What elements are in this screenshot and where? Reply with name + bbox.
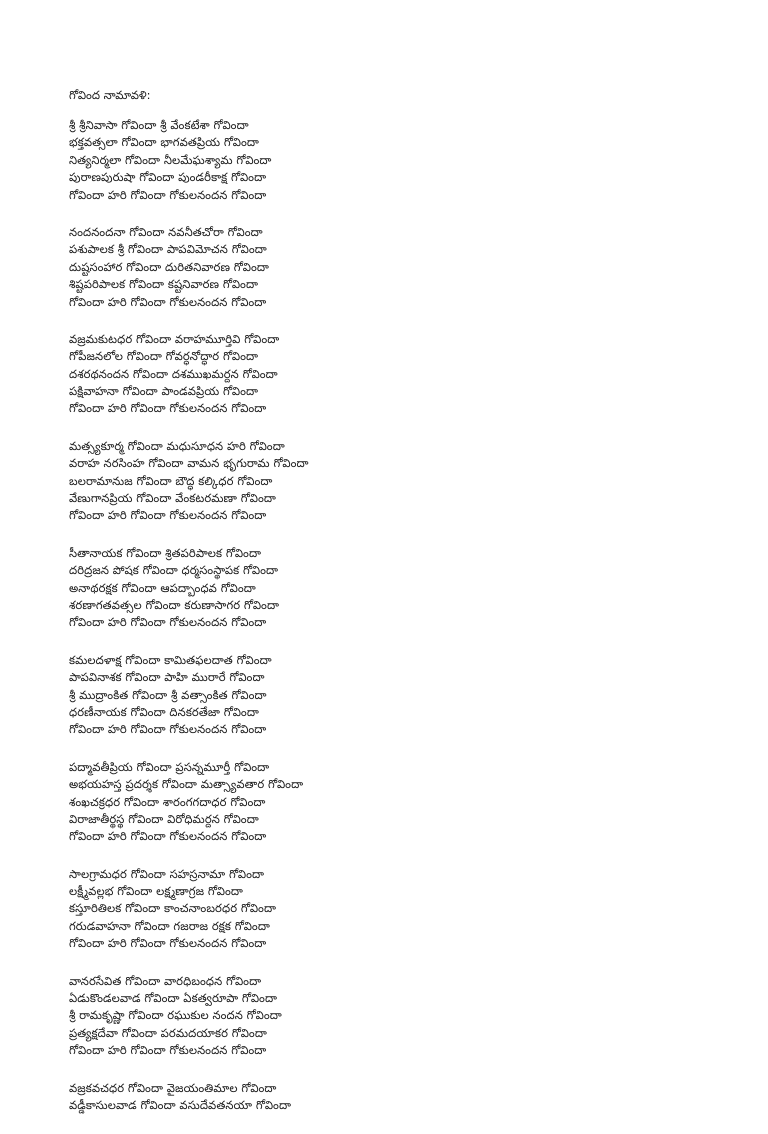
verse-line: అభయహస్త ప్రదర్శక గోవిందా మత్స్యావతార గోవిందా [69,777,304,792]
verse-line: దుష్టసంహార గోవిందా దురితనివారణ గోవిందా [69,259,269,274]
verse-line: వరాహ నరసింహ గోవిందా వామన భృగురామ గోవిందా [69,456,309,471]
verse-line: కస్తూరితిలక గోవిందా కాంచనాంబరధర గోవిందా [69,901,277,916]
verse-line: శరణాగతవత్సల గోవిందా కరుణాసాగర గోవిందా [69,597,280,612]
verse-line: నందనందనా గోవిందా నవనీతచోరా గోవిందా [69,224,263,239]
document-page [69,86,729,1134]
verse-line: గోవిందా హరి గోవిందా గోకులనందన గోవిందా [69,829,267,844]
verse-line: గోవిందా హరి గోవిందా గోకులనందన గోవిందా [69,722,267,737]
stanza [69,973,729,1060]
verse-line: శంఖచక్రధర గోవిందా శారంగగదాధర గోవిందా [69,794,266,809]
stanza [69,545,729,632]
verse-line: విరాజాతీర్థస్థ గోవిందా విరోధిమర్దన గోవిందా [69,811,259,826]
verse-line: వడ్డీకాసులవాడ గోవిందా వసుదేవతనయా గోవిందా [69,1097,292,1112]
verse-line: శ్రీ రామకృష్ణా గోవిందా రఘుకుల నందన గోవిందా [69,1008,282,1023]
verse-line: ఏడుకొండలవాడ గోవిందా ఏకత్వరూపా గోవిందా [69,991,278,1006]
verse-line: గోవిందా హరి గోవిందా గోకులనందన గోవిందా [69,187,267,202]
verse-line: సీతానాయక గోవిందా శ్రితపరిపాలక గోవిందా [69,545,262,560]
stanza [69,866,729,953]
verse-line: పాపవినాశక గోవిందా పాహి మురారే గోవిందా [69,670,265,685]
verse-line: దశరథనందన గోవిందా దశముఖమర్దన గోవిందా [69,366,278,381]
verse-line: నిత్యనిర్మలా గోవిందా నీలమేఘశ్యామ గోవిందా [69,152,272,167]
verse-line: వానరసేవిత గోవిందా వారధిబంధన గోవిందా [69,973,262,988]
verse-line: పద్మావతీప్రియ గోవిందా ప్రసన్నమూర్తీ గోవిందా [69,759,270,774]
verse-line: పురాణపురుషా గోవిందా పుండరీకాక్ష గోవిందా [69,170,267,185]
stanza-list [69,117,729,1114]
stanza [69,759,729,846]
verse-line: గోపీజనలోల గోవిందా గోవర్ధనోద్ధార గోవిందా [69,349,259,364]
verse-line: లక్ష్మీవల్లభ గోవిందా లక్ష్మణాగ్రజ గోవిందా [69,884,243,899]
verse-line: గోవిందా హరి గోవిందా గోకులనందన గోవిందా [69,294,267,309]
verse-line: పక్షివాహనా గోవిందా పాండవప్రియ గోవిందా [69,384,259,399]
verse-line: శిష్టపరిపాలక గోవిందా కష్టనివారణ గోవిందా [69,277,259,292]
verse-line: గోవిందా హరి గోవిందా గోకులనందన గోవిందా [69,936,267,951]
verse-line: వజ్రకవచధర గోవిందా వైజయంతిమాల గోవిందా [69,1080,277,1095]
stanza [69,117,729,204]
verse-line: అనాథరక్షక గోవిందా ఆపద్బాంధవ గోవిందా [69,580,256,595]
verse-line: ధరణీనాయక గోవిందా దినకరతేజా గోవిందా [69,704,259,719]
verse-line: పశుపాలక శ్రీ గోవిందా పాపవిమోచన గోవిందా [69,242,267,257]
stanza [69,224,729,311]
stanza [69,1080,729,1115]
verse-line: ప్రత్యక్షదేవా గోవిందా పరమదయాకర గోవిందా [69,1025,267,1040]
verse-line: వేణుగానప్రియ గోవిందా వేంకటరమణా గోవిందా [69,491,276,506]
verse-line: శ్రీ శ్రీనివాసా గోవిందా శ్రీ వేంకటేశా గోవిందా [69,118,249,132]
verse-line: మత్స్యకూర్మ గోవిందా మధుసూధన హరి గోవిందా [69,438,285,453]
verse-line: గోవిందా హరి గోవిందా గోకులనందన గోవిందా [69,508,267,523]
verse-line: గోవిందా హరి గోవిందా గోకులనందన గోవిందా [69,615,267,630]
stanza [69,438,729,525]
stanza [69,331,729,418]
verse-line: గోవిందా హరి గోవిందా గోకులనందన గోవిందా [69,1043,267,1058]
verse-line: గోవిందా హరి గోవిందా గోకులనందన గోవిందా [69,401,267,416]
verse-line: శ్రీ ముద్రాంకిత గోవిందా శ్రీ వత్సాంకిత గోవిందా [69,687,267,702]
verse-line: భక్తవత్సలా గోవిందా భాగవతప్రియ గోవిందా [69,135,259,150]
verse-line: బలరామానుజ గోవిందా బౌద్ధ కల్కిధర గోవిందా [69,473,273,488]
verse-line: గరుడవాహనా గోవిందా గజరాజ రక్షక గోవిందా [69,918,270,933]
verse-line: దరిద్రజన పోషక గోవిందా ధర్మసంస్థాపక గోవిందా [69,563,279,578]
verse-line: సాలగ్రామధర గోవిందా సహస్రనామా గోవిందా [69,866,265,881]
verse-line: వజ్రమకుటధర గోవిందా వరాహమూర్తివి గోవిందా [69,331,280,346]
verse-line: కమలదళాక్ష గోవిందా కామితఫలదాత గోవిందా [69,652,272,667]
stanza [69,652,729,739]
document-title: గోవింద నామావళి: [69,88,151,102]
